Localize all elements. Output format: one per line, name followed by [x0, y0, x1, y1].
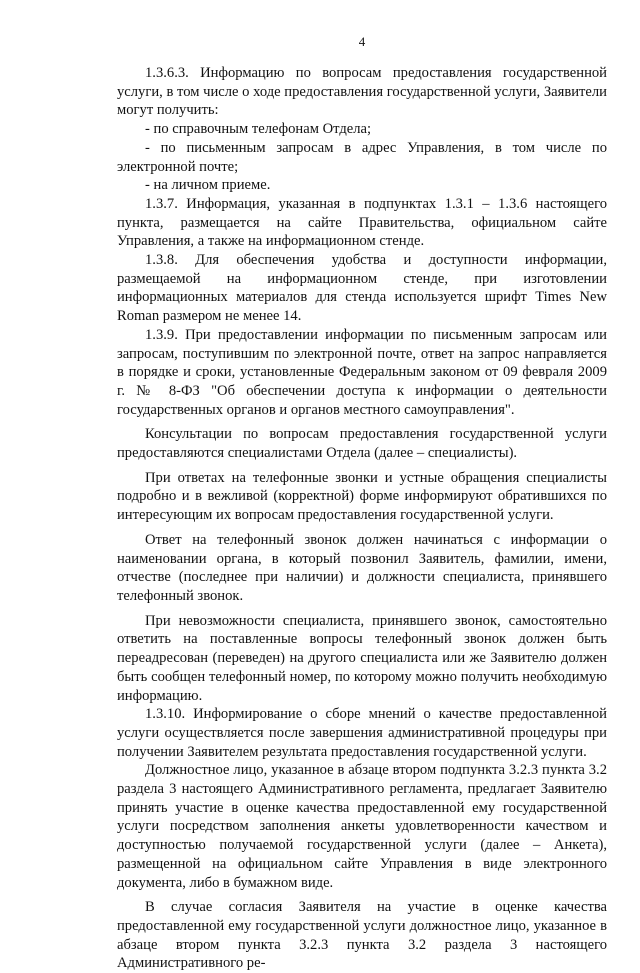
paragraph-consent: В случае согласия Заявителя на участие в оценке качества предоставленной ему государственной услуги должностное лицо, указанное в абзаце втором пункта 3.2.3 пункта 3.2 раздела 3 настоящего Административного ре- — [117, 899, 607, 972]
list-item-phone: - по справочным телефонам Отдела; — [145, 121, 372, 138]
page-number: 4 — [358, 34, 366, 49]
paragraph-phone-greeting: Ответ на телефонный звонок должен начинаться с информации о наименовании органа, в который позвонил Заявитель, фамилии, имени, отчестве (последнее при наличии) и должности специалиста, принявшего телефонный звонок. — [117, 531, 607, 604]
paragraph-1-3-9: 1.3.9. При предоставлении информации по письменным запросам или запросам, поступившим по электронной почте, ответ на запрос направляется в порядке и сроки, установленные Федеральным законом от 09 февраля 2009 г. № 8-ФЗ "Об обеспечении доступа к информации о деятельности государственных органов и органов местного самоуправления". — [117, 326, 607, 418]
paragraph-1-3-10: 1.3.10. Информирование о сборе мнений о качестве предоставленной услуги осуществляется после завершения административной процедуры при получении Заявителем результата предоставления государственной услуги. — [117, 706, 607, 760]
list-item-personal-reception: - на личном приеме. — [145, 177, 271, 194]
document-body — [117, 64, 607, 973]
list-item-written-requests: - по письменным запросам в адрес Управления, в том числе по электронной почте; — [117, 139, 607, 175]
paragraph-official-survey: Должностное лицо, указанное в абзаце втором подпункта 3.2.3 пункта 3.2 раздела 3 настоящего Административного регламента, предлагает Заявителю принять участие в оценке качества предоставленной ему государственной услуги посредством заполнения анкеты удовлетворенности качеством и доступностью получаемой государственной услуги (далее – Анкета), размещенной на официальном сайте Управления в виде электронного документа, либо в бумажном виде. — [117, 762, 607, 891]
paragraph-call-redirect: При невозможности специалиста, принявшего звонок, самостоятельно ответить на поставленные вопросы телефонный звонок должен быть переадресован (переведен) на другого специалиста или же Заявителю должен быть сообщен телефонный номер, по которому можно получить необходимую информацию. — [117, 612, 607, 704]
paragraph-phone-answers: При ответах на телефонные звонки и устные обращения специалисты подробно и в вежливой (корректной) форме информируют обратившихся по интересующим их вопросам предоставления государственной услуги. — [117, 469, 607, 524]
paragraph-1-3-6-3: 1.3.6.3. Информацию по вопросам предоставления государственной услуги, в том числе о ходе предоставления государственной услуги, Заявители могут получить: — [117, 65, 607, 119]
paragraph-consultations: Консультации по вопросам предоставления государственной услуги предоставляются специалистами Отдела (далее – специалисты). — [117, 426, 607, 462]
paragraph-1-3-7: 1.3.7. Информация, указанная в подпунктах 1.3.1 – 1.3.6 настоящего пункта, размещается на сайте Правительства, официальном сайте Управления, а также на информационном стенде. — [117, 195, 607, 250]
paragraph-1-3-8: 1.3.8. Для обеспечения удобства и доступности информации, размещаемой на информационном стенде, при изготовлении информационных материалов для стенда используется шрифт Times New Roman размером не менее 14. — [117, 252, 607, 325]
